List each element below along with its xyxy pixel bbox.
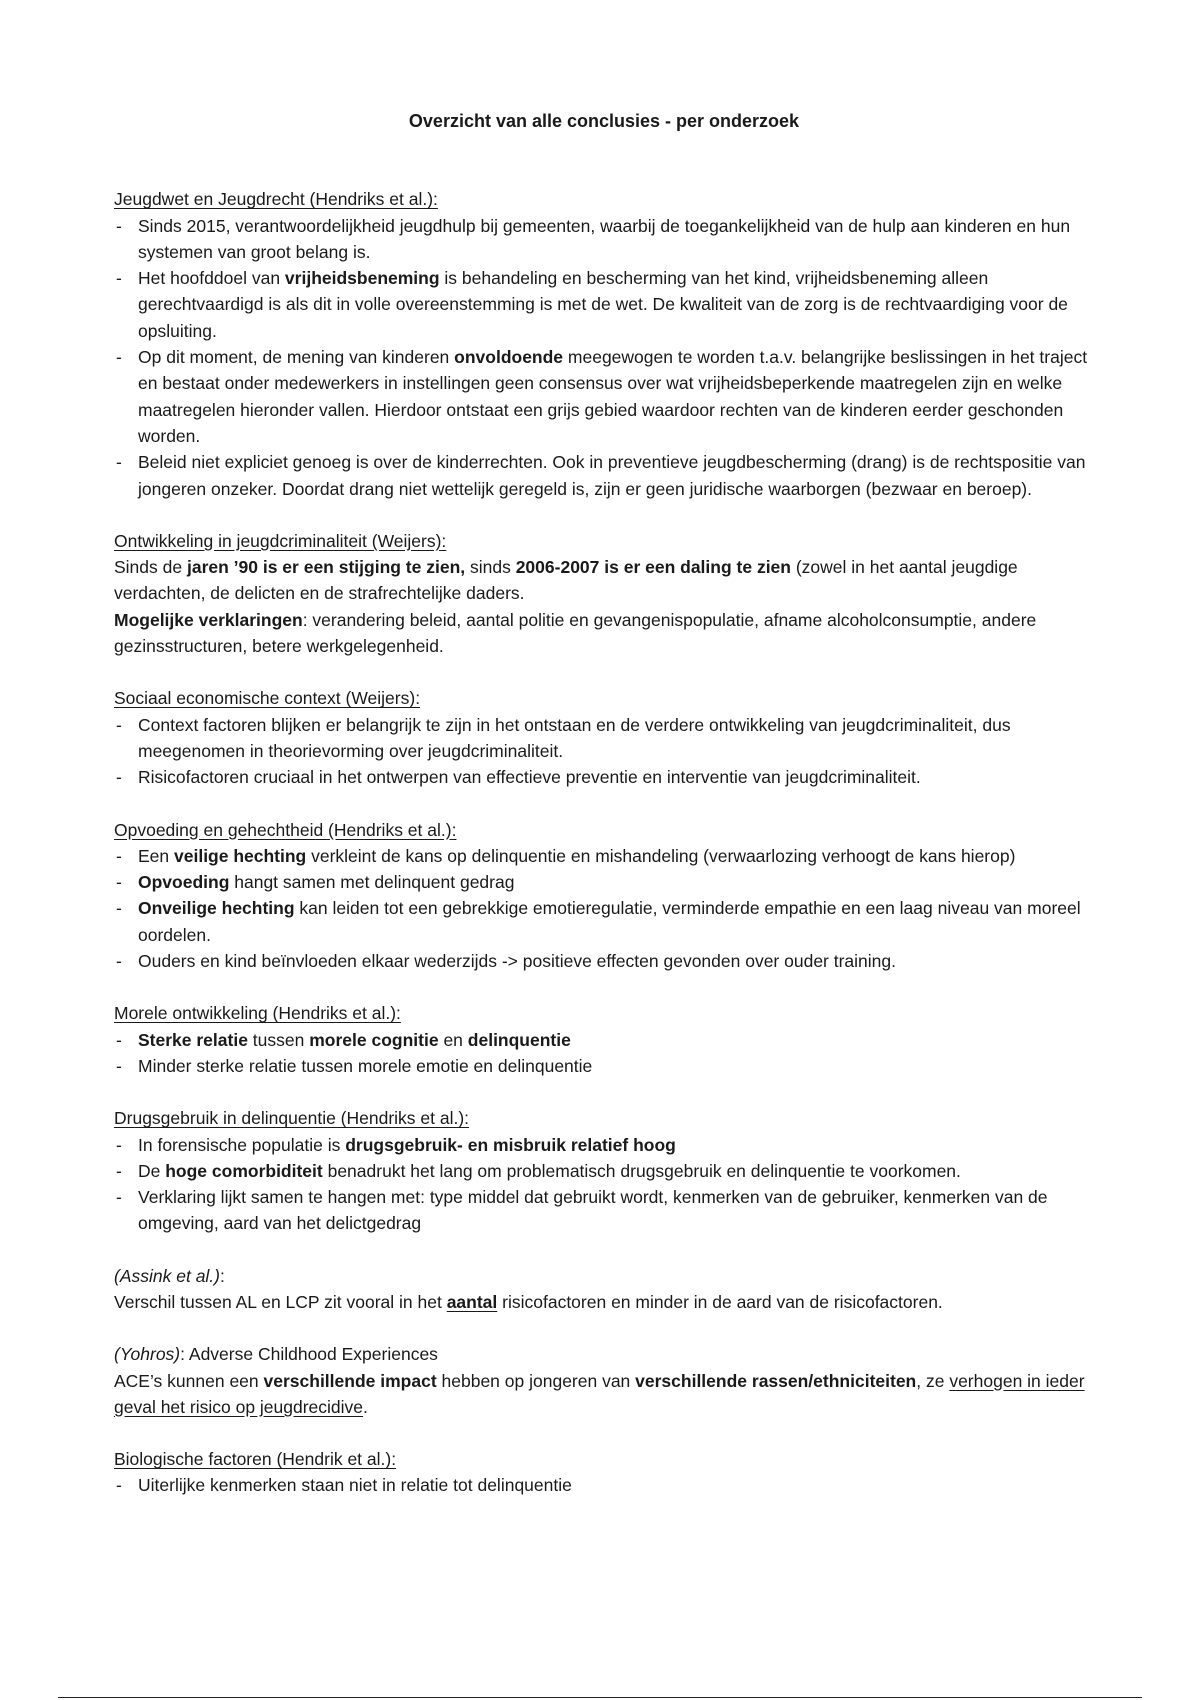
paragraph — [114, 1289, 1094, 1315]
bold-text: veilige hechting — [174, 845, 307, 866]
text-run: Ouders en kind beïnvloeden elkaar wederzijds -> positieve effecten gevonden over ouder training. — [138, 951, 897, 972]
section-heading: Sociaal economische context (Weijers): — [114, 688, 421, 709]
text-run: Beleid niet expliciet genoeg is over de kinderrechten. Ook in preventieve jeugdbescherming (drang) is de rechtspositie van jongeren onzeker. Doordat drang niet wettelijk geregeld is, zijn er geen juridische waarborgen (bezwaar en beroep). — [138, 452, 1086, 499]
text-run: is behandeling en bescherming van het kind, vrijheidsbeneming alleen gerechtvaardigd is als dit in volle overeenstemming is met de wet. De kwaliteit van de zorg is de rechtvaardiging voor de opsluiting. — [138, 268, 1068, 341]
text-run: Uiterlijke kenmerken staan niet in relatie tot delinquentie — [138, 1475, 572, 1496]
text-run: Het hoofddoel van — [138, 268, 285, 289]
text-run: Op dit moment, de mening van kinderen — [138, 347, 455, 368]
bullet-list — [114, 843, 1094, 974]
section-heading: Ontwikkeling in jeugdcriminaliteit (Weijers): — [114, 530, 447, 551]
bullet-list — [114, 213, 1094, 502]
list-item — [114, 948, 1094, 974]
section-heading-citation: (Yohros) — [114, 1344, 181, 1365]
footer-rule — [58, 1697, 1142, 1698]
text-run: benadrukt het lang om problematisch drugsgebruik en delinquentie te voorkomen. — [322, 1160, 961, 1181]
text-run: Risicofactoren cruciaal in het ontwerpen van effectieve preventie en interventie van jeugdcriminaliteit. — [138, 767, 921, 788]
section — [114, 1105, 1094, 1236]
text-run: hebben op jongeren van — [436, 1370, 636, 1391]
bold-text: drugsgebruik- en misbruik relatief hoog — [345, 1134, 676, 1155]
list-item — [114, 213, 1094, 266]
text-run: , ze — [916, 1370, 950, 1391]
bold-text: morele cognitie — [309, 1029, 439, 1050]
section-heading-citation: (Assink et al.) — [114, 1265, 220, 1286]
section-heading: Jeugdwet en Jeugdrecht (Hendriks et al.): — [114, 189, 438, 210]
text-run: risicofactoren en minder in de aard van de risicofactoren. — [497, 1291, 943, 1312]
section — [114, 1341, 1094, 1420]
paragraph — [114, 1368, 1094, 1421]
document-page — [114, 108, 1094, 1525]
list-item — [114, 1158, 1094, 1184]
text-run: Verklaring lijkt samen te hangen met: type middel dat gebruikt wordt, kenmerken van de gebruiker, kenmerken van de omgeving, aard van het delictgedrag — [138, 1187, 1048, 1234]
section-heading: Opvoeding en gehechtheid (Hendriks et al.): — [114, 819, 457, 840]
bold-text: delinquentie — [467, 1029, 571, 1050]
bold-text: Onveilige hechting — [138, 898, 295, 919]
list-item — [114, 843, 1094, 869]
text-run: tussen — [247, 1029, 310, 1050]
list-item — [114, 764, 1094, 790]
list-item — [114, 1027, 1094, 1053]
section — [114, 528, 1094, 659]
section — [114, 817, 1094, 975]
section-heading — [114, 1263, 1094, 1289]
document-title: Overzicht van alle conclusies - per onderzoek — [408, 111, 800, 131]
text-run: hangt samen met delinquent gedrag — [229, 872, 515, 893]
list-item — [114, 344, 1094, 449]
text-run: verkleint de kans op delinquentie en mishandeling (verwaarlozing verhoogt de kans hierop) — [306, 845, 1016, 866]
section-heading-rest: : Adverse Childhood Experiences — [180, 1344, 438, 1365]
bullet-list — [114, 1132, 1094, 1237]
bold-text: jaren ’90 is er een stijging te zien, — [186, 557, 466, 578]
section — [114, 685, 1094, 790]
section-heading: Morele ontwikkeling (Hendriks et al.): — [114, 1003, 401, 1024]
bold-text: Mogelijke verklaringen — [114, 609, 303, 630]
bold-text: onvoldoende — [454, 347, 564, 368]
section — [114, 186, 1094, 502]
underlined-text: verhogen in ieder geval het risico op jeugdrecidive — [114, 1370, 1085, 1417]
bullet-list — [114, 1027, 1094, 1080]
bold-text: hoge comorbiditeit — [165, 1160, 323, 1181]
bullet-list — [114, 712, 1094, 791]
bold-text: verschillende impact — [263, 1370, 437, 1391]
section-heading: Drugsgebruik in delinquentie (Hendriks et al.): — [114, 1108, 470, 1129]
list-item — [114, 1132, 1094, 1158]
text-run: kan leiden tot een gebrekkige emotieregulatie, verminderde empathie en een laag niveau van moreel oordelen. — [138, 898, 1081, 945]
section-heading: Biologische factoren (Hendrik et al.): — [114, 1449, 397, 1470]
text-run: Sinds 2015, verantwoordelijkheid jeugdhulp bij gemeenten, waarbij de toegankelijkheid van de hulp aan kinderen en hun systemen van groot belang is. — [138, 215, 1071, 262]
text-run: In forensische populatie is — [138, 1134, 346, 1155]
text-run: Context factoren blijken er belangrijk te zijn in het ontstaan en de verdere ontwikkeling van jeugdcriminaliteit, dus meegenomen in theorievorming over jeugdcriminaliteit. — [138, 714, 1011, 761]
text-run: sinds — [465, 557, 516, 578]
text-run: (zowel in het aantal jeugdige verdachten, de delicten en de strafrechtelijke daders. — [114, 557, 1018, 604]
text-run: : verandering beleid, aantal politie en gevangenispopulatie, afname alcoholconsumptie, andere gezinsstructuren, betere werkgelegenheid. — [114, 609, 1037, 657]
bold-text: aantal — [446, 1291, 498, 1312]
list-item — [114, 1184, 1094, 1237]
text-run: Een — [138, 845, 174, 866]
list-item — [114, 1053, 1094, 1079]
list-item — [114, 265, 1094, 344]
bold-text: Sterke relatie — [138, 1029, 248, 1050]
list-item — [114, 869, 1094, 895]
bold-text: Opvoeding — [138, 872, 230, 893]
bold-text: 2006-2007 is er een daling te zien — [515, 557, 791, 578]
text-run: ACE’s kunnen een — [114, 1370, 264, 1391]
text-run: meegewogen te worden t.a.v. belangrijke beslissingen in het traject en bestaat onder medewerkers in instellingen geen consensus over wat vrijheidsbeperkende maatregelen zijn en welke maatregelen hieronder vallen. Hierdoor ontstaat een grijs gebied waardoor rechten van de kinderen eerder geschonden worden. — [138, 347, 1088, 446]
section-heading — [114, 1341, 1094, 1367]
bold-text: vrijheidsbeneming — [284, 268, 440, 289]
text-run: Verschil tussen AL en LCP zit vooral in het — [114, 1291, 447, 1312]
text-run: Sinds de — [114, 557, 187, 578]
section — [114, 1000, 1094, 1079]
sections-container — [114, 186, 1094, 1498]
text-run: Minder sterke relatie tussen morele emotie en delinquentie — [138, 1055, 593, 1076]
section — [114, 1263, 1094, 1316]
list-item — [114, 712, 1094, 765]
bold-text: verschillende rassen/ethniciteiten — [635, 1370, 917, 1391]
list-item — [114, 895, 1094, 948]
text-run: De — [138, 1160, 166, 1181]
section — [114, 1446, 1094, 1499]
list-item — [114, 1472, 1094, 1498]
list-item — [114, 449, 1094, 502]
bullet-list — [114, 1472, 1094, 1498]
text-run: en — [438, 1029, 468, 1050]
text-run: . — [363, 1396, 368, 1417]
paragraph — [114, 607, 1094, 660]
section-heading-rest: : — [220, 1265, 225, 1286]
paragraph — [114, 554, 1094, 607]
